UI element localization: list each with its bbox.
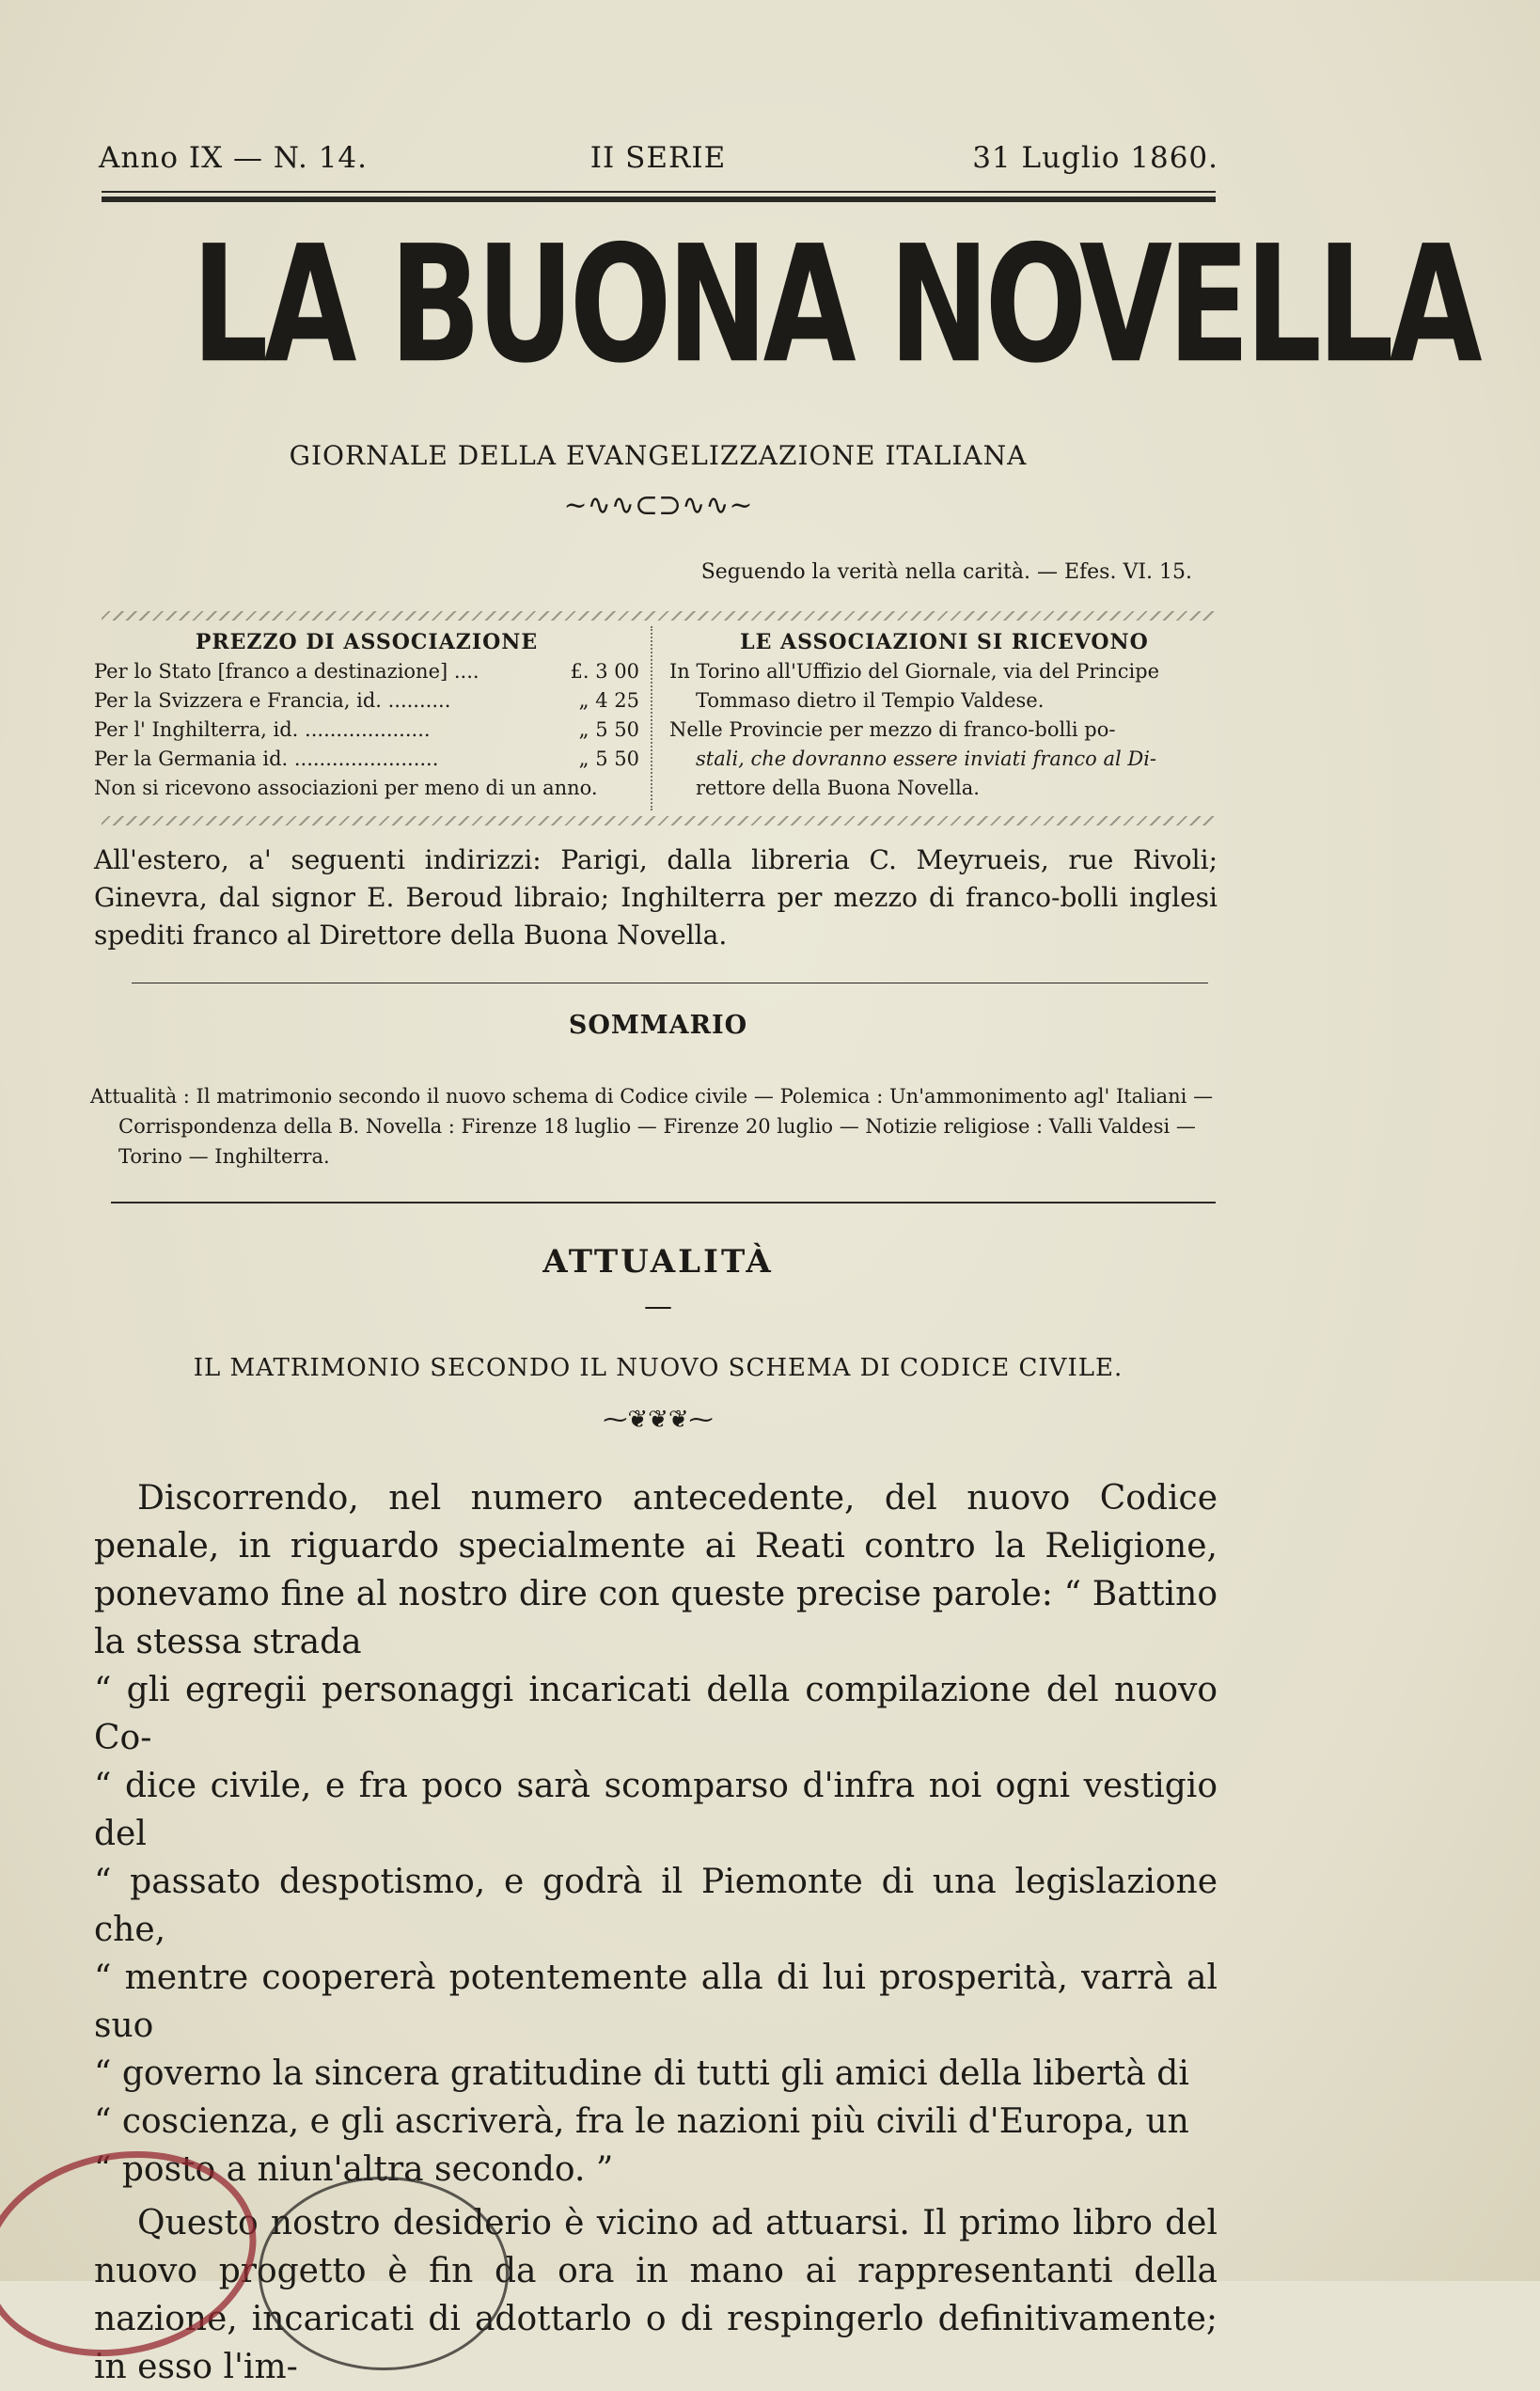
section-dash: — <box>644 1290 672 1323</box>
quote-line: “ passato despotismo, e godrà il Piemonte di una legislazione che, <box>94 1863 1218 1949</box>
rule-after-summary <box>111 1202 1216 1203</box>
column-separator <box>651 626 666 810</box>
section-title: ATTUALITÀ <box>542 1243 774 1281</box>
quote-line: “ coscienza, e gli ascriverà, fra le nazioni più civili d'Europa, un <box>94 2102 1189 2141</box>
price-value: „ 4 25 <box>578 689 639 712</box>
summary-title: SOMMARIO <box>568 1011 748 1040</box>
masthead-ornament: ~∿∿⊂⊃∿∿~ <box>563 489 753 522</box>
issue-number: Anno IX — N. 14. <box>99 141 369 175</box>
price-label: Per la Germania id. ....................... <box>94 747 439 770</box>
price-value: „ 5 50 <box>578 718 639 741</box>
price-heading: PREZZO DI ASSOCIAZIONE <box>195 630 539 654</box>
wavy-rule-top <box>102 611 1216 621</box>
quote-line: “ mentre coopererà potentemente alla di lui prosperità, varrà al suo <box>94 1958 1218 2045</box>
price-value: „ 5 50 <box>578 747 639 770</box>
header-rule-thin <box>102 191 1216 193</box>
quote-line: “ posto a niun'altra secondo. ” <box>94 2150 614 2189</box>
price-row <box>94 657 639 686</box>
price-label: Per lo Stato [franco a destinazione] .... <box>94 660 479 683</box>
subscriptions-heading: LE ASSOCIAZIONI SI RICEVONO <box>740 630 1149 654</box>
quote-line: “ governo la sincera gratitudine di tutti gli amici della libertà di <box>94 2054 1189 2093</box>
article-paragraph: Questo nostro desiderio è vicino ad attuarsi. Il primo libro del nuovo progetto è fin da ora in mano ai rappresentanti della nazione, incaricati di adottarlo o di respingerlo definitivamente; in esso l'im- <box>94 2204 1218 2386</box>
subscriptions-column <box>669 628 1219 803</box>
article-paragraph: Discorrendo, nel numero antecedente, del nuovo Codice penale, in riguardo specialmente ai Reati contro la Religione, ponevamo fine al nostro dire con queste precise parole: “ Battino la stessa strada <box>94 1479 1218 1661</box>
price-row <box>94 686 639 716</box>
header-rule-thick <box>102 197 1216 202</box>
price-note: Non si ricevono associazioni per meno di un anno. <box>94 777 598 799</box>
quote-line: “ gli egregii personaggi incaricati della compilazione del nuovo Co- <box>94 1671 1218 1757</box>
ink-stamp <box>259 2177 509 2370</box>
motto: Seguendo la verità nella carità. — Efes. VI. 15. <box>700 560 1192 584</box>
subscriptions-line: rettore della Buona Novella. <box>696 777 980 799</box>
subscriptions-line: stali, che dovranno essere inviati franco al Di- <box>696 747 1157 770</box>
subscriptions-line: Nelle Provincie per mezzo di franco-bolli po- <box>669 718 1116 741</box>
article-title: IL MATRIMONIO SECONDO IL NUOVO SCHEMA DI CODICE CIVILE. <box>193 1354 1124 1382</box>
price-row <box>94 745 639 774</box>
price-column <box>94 628 639 803</box>
wavy-rule-bottom <box>102 816 1216 826</box>
masthead-title: LA BUONA NOVELLA <box>191 210 1478 399</box>
masthead-subtitle: GIORNALE DELLA EVANGELIZZAZIONE ITALIANA <box>289 440 1028 471</box>
subscriptions-line: Tommaso dietro il Tempio Valdese. <box>696 689 1045 712</box>
series-label: II SERIE <box>589 141 727 175</box>
foreign-addresses: All'estero, a' seguenti indirizzi: Parigi, dalla libreria C. Meyrueis, rue Rivoli; Ginevra, dal signor E. Beroud libraio; Inghilterra per mezzo di franco-bolli inglesi spediti franco al Direttore della Buona Novella. <box>94 844 1218 951</box>
price-label: Per la Svizzera e Francia, id. .......... <box>94 689 451 712</box>
quote-line: “ dice civile, e fra poco sarà scomparso d'infra noi ogni vestigio del <box>94 1767 1218 1853</box>
summary-body: Attualità : Il matrimonio secondo il nuovo schema di Codice civile — Polemica : Un'ammonimento agl' Italiani — Corrispondenza della B. Novella : Firenze 18 luglio — Firenze 20 luglio — Notizie religiose : Valli Valdesi — Torino — Inghilterra. <box>90 1085 1214 1168</box>
issue-date: 31 Luglio 1860. <box>972 141 1218 175</box>
price-row <box>94 716 639 745</box>
price-value: £. 3 00 <box>570 660 639 683</box>
price-label: Per l' Inghilterra, id. .................... <box>94 718 431 741</box>
subscriptions-line: In Torino all'Uffizio del Giornale, via del Principe <box>669 660 1160 683</box>
summary-text <box>90 1081 1218 1172</box>
article-ornament: ⁓❦❦❦⁓ <box>603 1406 714 1434</box>
